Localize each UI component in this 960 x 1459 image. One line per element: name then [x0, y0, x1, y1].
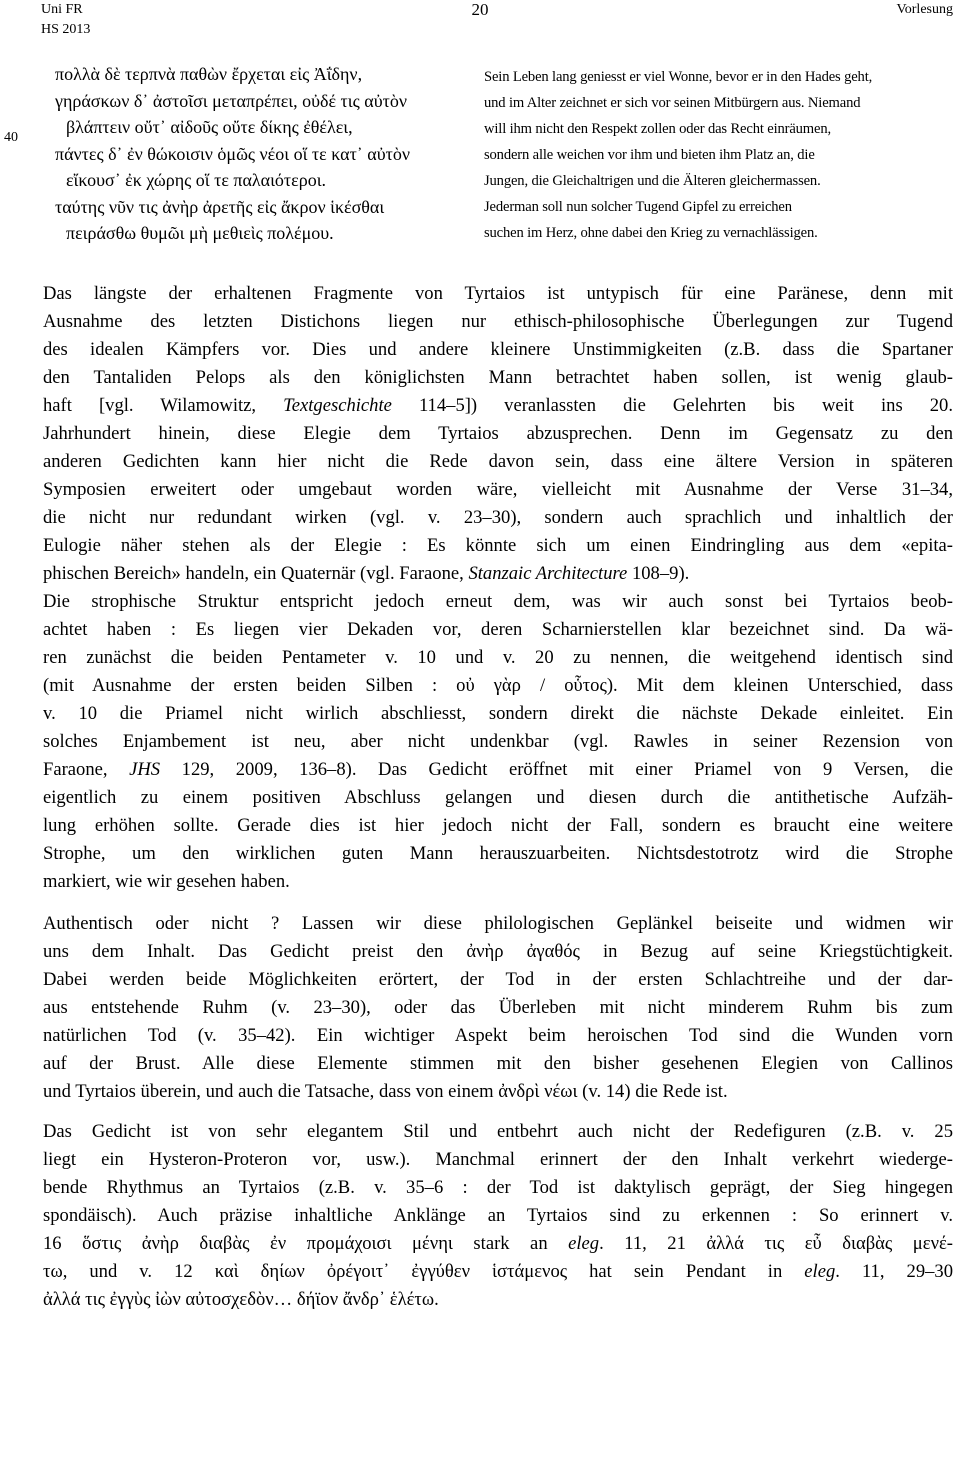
greek-verse-line: εἴκουσ᾽ ἐκ χώρης οἵ τε παλαιότεροι. [66, 170, 327, 190]
header-university: Uni FR [41, 2, 83, 17]
body-line: Eulogie näher stehen als der Elegie : Es könnte sich um einen Eindringling aus dem «epita- [43, 535, 953, 556]
body-line: solches Enjambement ist neu, aber nicht undenkbar (vgl. Rawles in seiner Rezension von [43, 731, 953, 752]
body-line: achtet haben : Es liegen vier Dekaden vor, deren Scharnierstellen klar bezeichnet sind. Da wä- [43, 619, 953, 640]
body-line: bende Rhythmus an Tyrtaios (z.B. v. 35–6 : der Tod ist daktylisch geprägt, der Sieg hingegen [43, 1177, 953, 1198]
translation-line: sondern alle weichen vor ihm und bieten ihm Platz an, die [484, 147, 815, 163]
body-line: τω, und v. 12 καὶ δηίων ὀρέγοιτ᾽ ἐγγύθεν ἱστάμενος hat sein Pendant in eleg. 11, 29–30 [43, 1261, 954, 1282]
body-line: haft [vgl. Wilamowitz, Textgeschichte 114–5]) veranlassten die Gelehrten bis weit ins 20. [43, 395, 953, 416]
citation-title: Stanzaic Architecture [468, 563, 628, 584]
body-line: 16 ὅστις ἀνὴρ διαβὰς ἐν προμάχοισι μένηι stark an eleg. 11, 21 ἀλλά τις εὖ διαβὰς μενέ- [43, 1233, 953, 1254]
paragraph-spacer [43, 896, 953, 910]
body-line: spondäisch). Auch präzise inhaltliche Anklänge an Tyrtaios sind zu erkennen : So erinnert v. [43, 1205, 953, 1226]
body-line: aus entstehende Ruhm (v. 23–30), oder das Überleben mit nicht minderem Ruhm bis zum [43, 997, 953, 1018]
page-number: 20 [471, 0, 489, 19]
translation-line: Jederman soll nun solcher Tugend Gipfel zu erreichen [484, 199, 792, 215]
body-line: uns dem Inhalt. Das Gedicht preist den ἀνὴρ ἀγαθός in Bezug auf seine Kriegstüchtigkeit. [43, 941, 953, 962]
greek-verse-line: ταύτης νῦν τις ἀνὴρ ἀρετῆς εἰς ἄκρον ἱκέσθαι [55, 196, 385, 217]
header-course-type: Vorlesung [896, 2, 953, 17]
verse-line-number: 40 [4, 130, 18, 145]
body-line: Authentisch oder nicht ? Lassen wir diese philologischen Geplänkel beiseite und widmen wir [43, 913, 953, 934]
body-line: Faraone, JHS 129, 2009, 136–8). Das Gedicht eröffnet mit einer Priamel von 9 Versen, die [43, 759, 954, 780]
paragraph-spacer [43, 1106, 953, 1118]
citation-abbrev: eleg [804, 1261, 836, 1282]
body-line: ren zunächst die beiden Pentameter v. 10 und v. 20 zu nennen, die weitgehend identisch sind [43, 647, 953, 668]
body-line: Die strophische Struktur entspricht jedoch erneut dem, was wir auch sonst bei Tyrtaios beob- [43, 591, 953, 612]
body-line: Das Gedicht ist von sehr elegantem Stil und entbehrt auch nicht der Redefiguren (z.B. v. 25 [43, 1121, 953, 1142]
body-line: (mit Ausnahme der ersten beiden Silben : οὐ γὰρ / οὗτος). Mit dem kleinen Unterschied, dass [43, 675, 953, 696]
greek-verse-line: γηράσκων δ᾽ ἀστοῖσι μεταπρέπει, οὐδέ τις αὐτὸν [55, 90, 407, 111]
body-line: Dabei werden beide Möglichkeiten erörtert, der Tod in der ersten Schlachtreihe und der dar- [43, 969, 953, 990]
body-line: des idealen Kämpfers vor. Dies und andere kleinere Unstimmigkeiten (z.B. dass die Spartaner [43, 339, 953, 360]
body-line: ἀλλά τις ἐγγὺς ἰὼν αὐτοσχεδὸν… δήϊον ἄνδρ᾽ ἑλέτω. [43, 1289, 439, 1310]
body-line: markiert, wie wir gesehen haben. [43, 871, 290, 892]
greek-verse-line: πολλὰ δὲ τερπνὰ παθὼν ἔρχεται εἰς Ἀΐδην, [55, 64, 363, 84]
paragraph-authenticity [43, 280, 953, 896]
body-line: Strophe, um den wirklichen guten Mann herauszuarbeiten. Nichtsdestotrotz wird die Strophe [43, 843, 953, 864]
citation-title: Textgeschichte [283, 395, 392, 416]
paragraph-content [43, 910, 953, 1106]
body-line: Ausnahme des letzten Distichons liegen nur ethisch-philosophische Überlegungen zur Tugend [43, 311, 953, 332]
greek-verse-line: βλάπτειν οὔτ᾽ αἰδοῦς οὔτε δίκης ἐθέλει, [66, 117, 353, 137]
paragraph-style [43, 1118, 953, 1314]
body-line: eigentlich zu einem positiven Abschluss gelangen und diesen durch die antithetische Aufzäh- [43, 787, 953, 808]
citation-abbrev: eleg [568, 1233, 600, 1254]
greek-verse-block [55, 61, 475, 247]
translation-line: will ihm nicht den Respekt zollen oder das Recht einräumen, [484, 121, 831, 137]
greek-verse-line: πειράσθω θυμῶι μὴ μεθιεὶς πολέμου. [66, 223, 334, 243]
german-translation-block [484, 64, 958, 246]
translation-line: Sein Leben lang geniesst er viel Wonne, bevor er in den Hades geht, [484, 69, 873, 85]
body-line: Symposien erweitert oder umgebaut worden wäre, vielleicht mit Ausnahme der Verse 31–34, [43, 479, 953, 500]
greek-verse-line: πάντες δ᾽ ἐν θώκοισιν ὁμῶς νέοι οἵ τε κατ᾽ αὐτὸν [55, 143, 411, 164]
body-line: Das längste der erhaltenen Fragmente von Tyrtaios ist untypisch für eine Paränese, denn mit [43, 283, 953, 304]
body-line: Jahrhundert hinein, diese Elegie dem Tyrtaios abzusprechen. Denn im Gegensatz zu den [43, 423, 953, 444]
body-line: liegt ein Hysteron-Proteron vor, usw.). Manchmal erinnert der den Inhalt verkehrt wiederge- [43, 1149, 953, 1170]
body-line: anderen Gedichten kann hier nicht die Rede davon sein, dass eine ältere Version in späteren [43, 451, 953, 472]
body-line: die nicht nur redundant wirken (vgl. v. 23–30), sondern auch sprachlich und inhaltlich der [43, 507, 953, 528]
body-line: phischen Bereich» handeln, ein Quaternär (vgl. Faraone, Stanzaic Architecture 108–9). [43, 563, 690, 584]
body-line: v. 10 die Priamel nicht wirlich abschliesst, sondern direkt die nächste Dekade einleitet. Ein [43, 703, 953, 724]
translation-line: suchen im Herz, ohne dabei den Krieg zu vernachlässigen. [484, 225, 818, 241]
body-line: und Tyrtaios überein, und auch die Tatsache, dass von einem ἀνδρὶ νέωι (v. 14) die Rede ist. [43, 1081, 728, 1102]
header-semester: HS 2013 [41, 22, 91, 37]
body-line: auf der Brust. Alle diese Elemente stimmen mit den bisher gesehenen Elegien von Callinos [43, 1053, 953, 1074]
body-line: natürlichen Tod (v. 35–42). Ein wichtiger Aspekt beim heroischen Tod sind die Wunden vorn [43, 1025, 953, 1046]
body-line: den Tantaliden Pelops als den königlichsten Mann betrachtet haben sollen, ist wenig glaub- [43, 367, 953, 388]
citation-journal: JHS [129, 759, 161, 780]
commentary-body [43, 280, 953, 1314]
translation-line: Jungen, die Gleichaltrigen und die Älteren gleichermassen. [484, 173, 821, 189]
translation-line: und im Alter zeichnet er sich vor seinen Mitbürgern aus. Niemand [484, 95, 861, 111]
body-line: lung erhöhen sollte. Gerade dies ist hier jedoch nicht der Fall, sondern es braucht eine weitere [43, 815, 953, 836]
